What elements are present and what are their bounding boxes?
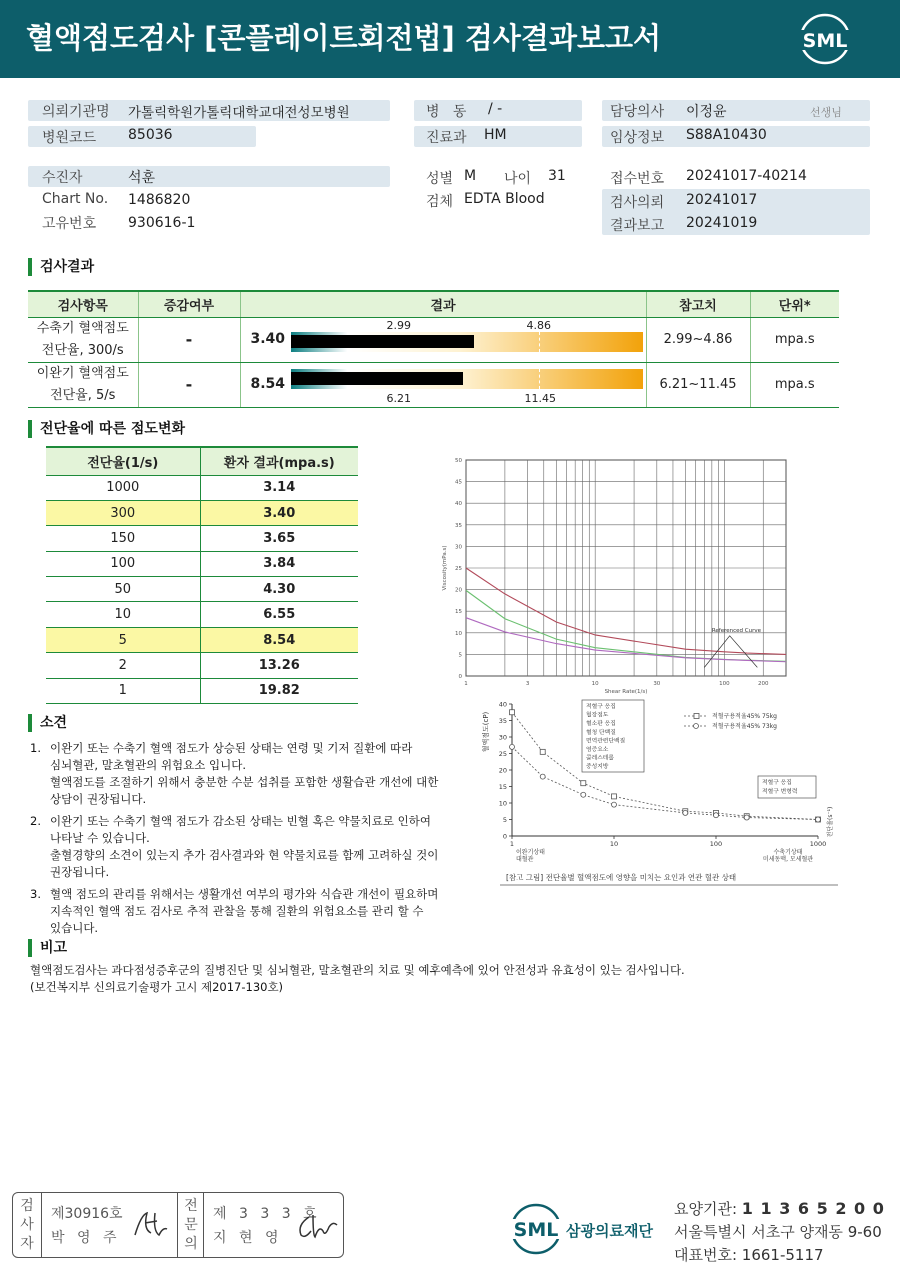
shear-header-result: 환자 결과(mpa.s) [200,447,358,475]
hospital-code: 85036 [128,127,173,143]
data-point [816,817,821,822]
viscosity-result: 3.84 [200,551,358,576]
data-point [581,781,586,786]
ward: / - [488,101,503,117]
test-item-name: 이완기 혈액점도 [36,365,129,381]
y-tick-label: 45 [455,479,462,486]
legend-marker [694,724,699,729]
ref-low-label: 2.99 [386,318,411,332]
legend-marker [694,714,699,719]
y-tick-label: 5 [458,652,462,659]
data-point [510,744,515,749]
test-item [28,362,138,407]
age: 31 [548,168,566,184]
hospital-code-label: 병원코드 [42,130,97,146]
y-tick-label: 15 [498,783,507,791]
result-report-date: 20241019 [686,215,758,231]
x-tick-label: 1 [464,681,468,687]
unique-no-label: 고유번호 [42,216,97,232]
results-header-reference: 참고치 [646,291,750,317]
reference-range: 6.21~11.45 [646,362,750,407]
specialist-label: 전문의 [184,1198,198,1252]
table-row [46,475,358,500]
y-tick-label: 50 [455,458,462,464]
sex-label: 성별 [426,171,454,187]
divider [203,1193,204,1257]
y-tick-label: 0 [458,674,462,680]
shear-rate: 150 [46,526,200,551]
test-item-shear: 전단율, 5/s [50,387,116,403]
opinion-number: 2. [30,814,41,828]
y-tick-label: 5 [502,816,507,824]
provider-label: 요양기관: [674,1200,742,1218]
department: HM [484,127,507,143]
shear-table [46,446,358,704]
x-tick-label: 1 [509,840,515,848]
data-point [744,815,749,820]
sex: M [464,168,477,184]
unit: mpa.s [750,362,839,407]
address: 서울특별시 서초구 양재동 9-60 [674,1223,882,1241]
unit: mpa.s [750,317,839,362]
requesting-org: 가톨릭학원가톨릭대학교대전성모병원 [128,105,350,121]
shear-rate: 1000 [46,475,200,500]
table-row [46,526,358,551]
doctor-label: 담당의사 [610,104,665,120]
viscosity-result: 19.82 [200,678,358,703]
result-gauge [291,332,643,352]
x-tick-label: 1000 [809,840,827,848]
data-point [612,794,617,799]
y-tick-label: 30 [455,544,462,551]
chart-no-label: Chart No. [42,191,109,207]
ref-high-label: 4.86 [526,318,551,332]
data-point [714,813,719,818]
result-report-label: 결과보고 [610,218,665,234]
opinion-line: 혈액점도를 조절하기 위해서 충분한 수분 섭취를 포함한 생활습관 개선에 대한 [50,775,439,789]
data-point [683,810,688,815]
x-tick-label: 3 [525,681,530,687]
opinion-number: 1. [30,741,41,755]
legend-label: 적혈구용적율45% 75kg [712,713,777,720]
specialist-signature-icon [295,1211,339,1245]
x-tick-label: 10 [591,681,599,687]
clinical-info: S88A10430 [686,127,767,143]
opinion-line: 이완기 또는 수축기 혈액 점도가 감소된 상태는 빈혈 혹은 약물치료로 인하여 [50,814,431,828]
viscosity-result: 4.30 [200,577,358,602]
table-row [46,653,358,678]
result-gauge-fill [291,372,463,385]
phone-label: 대표번호: [674,1246,742,1264]
viscosity-result: 6.55 [200,602,358,627]
x-left-note: 이완기상태 [516,849,545,856]
ref-low-label: 6.21 [386,391,411,405]
y-axis-label: 혈액점도(cP) [482,711,490,753]
divider [41,1193,42,1257]
opinion-line: 나타날 수 있습니다. [50,831,150,845]
y-tick-label: 35 [498,717,507,725]
rbc-factor-label: 적혈구 응집 [762,780,792,786]
age-label: 나이 [504,171,532,187]
shear-section-title: 전단율에 따른 점도변화 [28,420,185,438]
svg-text:SML: SML [802,30,848,52]
opinion-line: 이완기 또는 수축기 혈액 점도가 상승된 상태는 연령 및 기저 질환에 따라 [50,741,413,755]
data-point [612,802,617,807]
results-header-unit: 단위* [750,291,839,317]
note-line: (보건복지부 신의료기술평가 고시 제2017-130호) [30,980,284,994]
doctor-suffix: 선생님 [810,106,842,119]
result-value: 3.40 [250,330,286,347]
factor-label: 콜레스테롤 [586,755,614,762]
data-point [540,749,545,754]
specimen-label: 검체 [426,194,454,210]
ref-high-marker [539,369,540,389]
phone-info [674,1244,824,1265]
opinion-item [30,740,460,808]
y-tick-label: 40 [455,501,462,508]
inspector-label: 검사자 [20,1198,34,1252]
results-header-result: 결과 [240,291,646,317]
table-row [28,362,839,407]
table-row [46,678,358,703]
inspector-name: 박 영 주 [51,1230,121,1246]
viscosity-result: 8.54 [200,627,358,652]
x-tick-label: 10 [609,840,619,848]
opinion-section-title: 소견 [28,714,67,732]
reference-range: 2.99~4.86 [646,317,750,362]
phone: 1661-5117 [741,1246,824,1264]
provider-no: 1 1 3 6 5 2 0 0 [741,1199,885,1218]
shear-rate: 50 [46,577,200,602]
opinion-item [30,813,460,881]
x-tick-label: 100 [709,840,723,848]
requesting-org-label: 의뢰기관명 [42,104,110,120]
x-tick-label: 200 [758,681,769,687]
test-item-shear: 전단율, 300/s [41,342,124,358]
y-tick-label: 0 [502,832,507,841]
factor-label: 면역관련단백질 [586,738,626,745]
shear-rate: 10 [46,602,200,627]
reference-figure-chart [474,696,840,888]
factor-label: 혈소판 응집 [586,721,616,728]
shear-rate: 2 [46,653,200,678]
unique-no: 930616-1 [128,215,196,231]
results-table [28,290,839,408]
y-axis-label: Viscosity(mPa.s) [442,545,448,591]
note-section-title: 비고 [28,939,67,957]
table-row [28,317,839,362]
table-row [46,627,358,652]
x-tick-label: 30 [653,681,661,687]
viscosity-result: 3.65 [200,526,358,551]
table-row [46,551,358,576]
y2-axis-label: 전단율(s⁻¹) [827,806,834,838]
specialist-name: 지 현 영 [213,1230,283,1246]
opinion-line: 권장됩니다. [50,865,110,879]
factor-label: 염증요소 [586,747,609,753]
result-value: 8.54 [250,375,286,392]
x-right-note: 수축기상태 [773,849,803,856]
data-point [581,792,586,797]
y-tick-label: 10 [498,799,507,808]
shear-header-rate: 전단율(1/s) [46,447,200,475]
opinion-line: 혈액 점도의 관리를 위해서는 생활개선 여부의 평가와 식습관 개선이 필요하며 [50,887,439,901]
factor-label: 혈청 단백질 [586,729,616,736]
factor-label: 혈장점도 [586,712,609,719]
data-point [510,710,515,715]
result-gauge [291,369,643,389]
department-label: 진료과 [426,130,467,146]
ward-label: 병 동 [426,104,467,120]
opinion-line: 있습니다. [50,921,99,935]
results-header-row [28,291,839,317]
y-tick-label: 10 [455,630,462,637]
x-tick-label: 100 [719,681,730,687]
shear-rate: 100 [46,551,200,576]
viscosity-result: 13.26 [200,653,358,678]
test-item-name: 수축기 혈액점도 [36,320,129,336]
result-cell [240,362,646,407]
y-tick-label: 25 [498,750,507,758]
sml-logo-icon [796,12,854,66]
opinion-line: 출혈경향의 소견이 있는지 추가 검사결과와 현 약물치료를 함께 고려하실 것이 [50,848,439,862]
patient-name-label: 수진자 [42,170,83,186]
opinion-item [30,886,460,937]
shear-rate: 300 [46,500,200,525]
shear-rate: 5 [46,627,200,652]
chart-no: 1486820 [128,192,191,208]
reception-no: 20241017-40214 [686,168,807,184]
factor-label: 적혈구 응집 [586,704,616,710]
y-tick-label: 20 [498,766,507,775]
y-tick-label: 35 [455,522,462,529]
note-line: 혈액점도검사는 과다점성증후군의 질병진단 및 심뇌혈관, 말초혈관의 치료 및 예후예측에 있어 안전성과 유효성이 있는 검사입니다. [30,963,685,977]
x-left-note: 대혈관 [516,856,534,863]
ref-high-marker [539,332,540,352]
data-point [540,774,545,779]
y-tick-label: 40 [498,700,507,709]
patient-name: 석훈 [128,170,156,186]
ref-high-label: 11.45 [524,391,556,405]
reception-no-label: 접수번호 [610,171,665,187]
y-tick-label: 25 [455,566,462,572]
opinion-line: 심뇌혈관, 말초혈관의 위험요소 입니다. [50,758,247,772]
shear-rate: 1 [46,678,200,703]
inspector-signature-icon [131,1207,171,1243]
signature-box [12,1192,344,1258]
doctor: 이정윤 [686,104,727,120]
change-indicator: - [138,362,240,407]
viscosity-result: 3.14 [200,475,358,500]
divider [177,1193,178,1257]
x-axis-label: Shear Rate(1/s) [604,689,648,695]
change-indicator: - [138,317,240,362]
specialist-no: 제 3 3 3 호 [213,1206,321,1222]
figure-caption: [참고 그림] 전단율별 혈액점도에 영향을 미치는 요인과 연관 혈관 상태 [506,873,737,882]
provider-info [674,1198,885,1219]
specimen: EDTA Blood [464,191,545,207]
sml-footer-logo-icon [508,1202,564,1256]
test-request-date: 20241017 [686,192,758,208]
table-row [46,500,358,525]
opinion-line: 상담이 권장됩니다. [50,792,147,806]
factor-label: 중성지방 [586,764,609,771]
footer-org-name: 삼광의료재단 [566,1222,653,1240]
results-header-item: 검사항목 [28,291,138,317]
test-item [28,317,138,362]
inspector-no: 제30916호 [51,1206,123,1222]
y-tick-label: 15 [455,609,462,616]
opinion-list [30,740,460,942]
table-row [46,577,358,602]
svg-text:SML: SML [513,1219,559,1241]
table-row [46,602,358,627]
opinion-line: 지속적인 혈액 점도 검사로 추적 관찰을 통해 질환의 위험요소를 관리 할 수 [50,904,424,918]
viscosity-result: 3.40 [200,500,358,525]
clinical-info-label: 임상정보 [610,130,665,146]
result-cell [240,317,646,362]
shear-header-row [46,447,358,475]
report-title: 혈액점도검사 [콘플레이트회전법] 검사결과보고서 [26,21,661,55]
results-section-title: 검사결과 [28,258,94,276]
viscosity-curve-chart [430,452,800,696]
opinion-number: 3. [30,887,41,901]
legend-label: 적혈구용적율45% 73kg [712,723,777,730]
results-header-change: 증감여부 [138,291,240,317]
report-header [0,0,900,78]
note-text [30,962,685,996]
test-request-label: 검사의뢰 [610,195,665,211]
result-gauge-fill [291,335,474,348]
rbc-factor-label: 적혈구 변형력 [762,789,798,795]
annotation-label: Referenced Curve [711,627,762,634]
y-tick-label: 30 [498,733,507,742]
y-tick-label: 20 [455,587,462,594]
x-right-note: 미세동맥, 모세혈관 [762,856,814,863]
